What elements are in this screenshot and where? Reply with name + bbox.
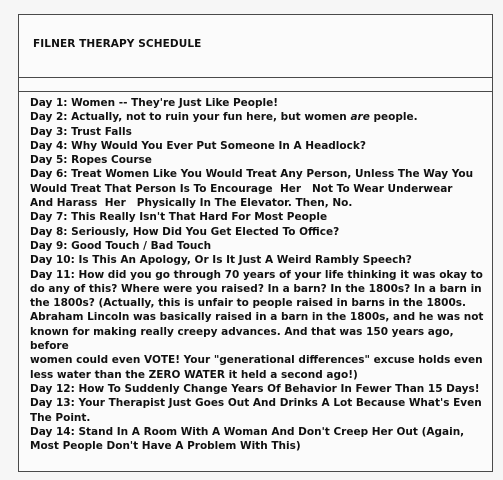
entry-label: Day 2: [30,111,68,124]
spacer-row [19,78,492,92]
entry-text: How To Suddenly Change Years Of Behavior In Fewer Than 15 Days! [78,382,480,395]
entry-label: Day 8: [30,225,68,238]
entry-text-line-6: women could even VOTE! Your "generational differences" excuse holds even [30,354,483,367]
entry-text-line-2: The Point. [30,411,91,424]
schedule-entry-day-6 [30,167,486,181]
entry-text: Women -- They're Just Like People! [71,97,279,109]
schedule-entry-day-6-continued [30,182,486,196]
schedule-entry-day-11-continued [30,325,486,354]
schedule-table [18,14,493,472]
schedule-entry-day-13 [30,396,486,410]
schedule-entry-day-5 [30,153,486,167]
schedule-entry-day-7 [30,210,486,224]
schedule-entry-day-11-continued [30,296,486,310]
entry-label: Day 4: [30,139,68,152]
schedule-entry-day-11-continued [30,368,486,382]
entry-label: Day 6: [30,168,68,181]
schedule-entry-day-11 [30,268,486,282]
schedule-entry-day-4 [30,139,486,153]
schedule-entry-day-11-continued [30,353,486,367]
entry-label: Day 12: [30,382,75,395]
entry-label: Day 14: [30,425,75,438]
entry-label: Day 9: [30,239,68,252]
schedule-entry-day-11-continued [30,310,486,324]
entry-text-line-5: known for making really creepy advances. And that was 150 years ago, before [30,325,458,353]
entry-label: Day 10: [30,254,75,267]
entry-text-line-1: How did you go through 70 years of your life thinking it was okay to [78,268,483,281]
entry-label: Day 13: [30,397,75,410]
page-title: FILNER THERAPY SCHEDULE [33,38,202,50]
entry-text: Trust Falls [71,125,132,138]
entry-text: This Really Isn't That Hard For Most People [71,211,328,224]
entry-label: Day 11: [30,268,75,281]
entry-text-line-2: Would Treat That Person Is To Encourage Her Not To Wear Underwear [30,182,453,195]
entry-text-line-2: Most People Don't Have A Problem With This) [30,440,301,453]
schedule-entry-day-12 [30,382,486,396]
entry-text: Good Touch / Bad Touch [71,239,212,252]
entry-text: Why Would You Ever Put Someone In A Headlock? [71,139,366,152]
schedule-entry-day-9 [30,239,486,253]
schedule-entry-day-13-continued [30,411,486,425]
entry-label: Day 7: [30,211,68,224]
schedule-entry-day-11-continued [30,282,486,296]
entry-text-line-3: And Harass Her Physically In The Elevator. Then, No. [30,197,353,210]
schedule-entry-day-3 [30,125,486,139]
entry-text-line-2: do any of this? Where were you raised? In a barn? In the 1800s? In a barn in [30,282,482,295]
entry-text-end: people. [369,111,418,124]
entry-text-line-3: the 1800s? (Actually, this is unfair to people raised in barns in the 1800s. [30,297,467,310]
entry-text: Seriously, How Did You Get Elected To Office? [71,225,340,238]
entry-text: Ropes Course [71,154,152,167]
schedule-entry-day-14-continued [30,439,486,453]
entry-text-line-7: less water than the ZERO WATER it held a second ago!) [30,368,358,381]
title-cell [19,15,492,78]
schedule-body [19,92,492,471]
entry-text: Actually, not to ruin your fun here, but women [71,111,351,124]
schedule-entry-day-14 [30,425,486,439]
entry-emphasis: are [350,111,370,124]
schedule-entry-day-10 [30,253,486,267]
entry-label: Day 1: [30,97,68,109]
schedule-entry-day-8 [30,225,486,239]
entry-text: Is This An Apology, Or Is It Just A Weird Rambly Speech? [78,254,412,267]
entry-label: Day 3: [30,125,68,138]
entry-label: Day 5: [30,154,68,167]
entry-text-line-1: Treat Women Like You Would Treat Any Person, Unless The Way You [71,168,474,181]
schedule-entry-day-1 [30,96,486,110]
entry-text-line-1: Stand In A Room With A Woman And Don't Creep Her Out (Again, [78,425,465,438]
entry-text-line-4: Abraham Lincoln was basically raised in a barn in the 1800s, and he was not [30,311,484,324]
entry-text-line-1: Your Therapist Just Goes Out And Drinks A Lot Because What's Even [78,397,482,410]
schedule-entry-day-2 [30,110,486,124]
schedule-entry-day-6-continued [30,196,486,210]
